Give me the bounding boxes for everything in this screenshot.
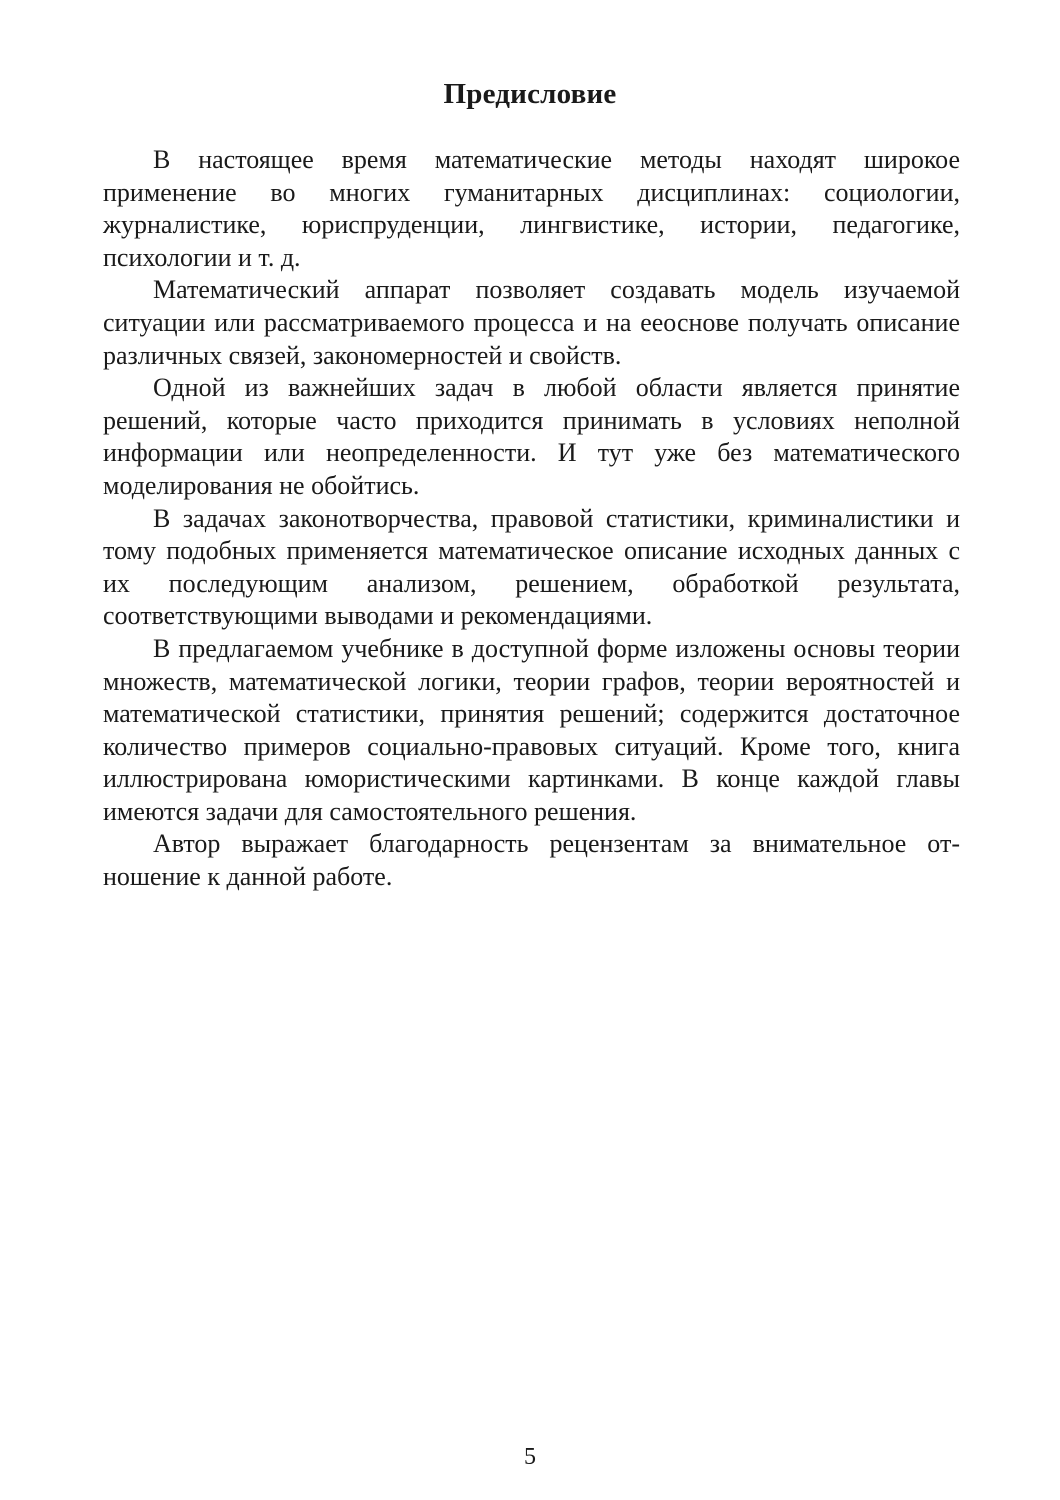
paragraph: Автор выражает благодарность рецензентам за внимательное отношение к данной работе.: [103, 829, 960, 892]
page-title: Предисловие: [443, 78, 617, 110]
page-number: 5: [524, 1444, 536, 1470]
paragraph: В настоящее время математические методы находят широкое применение во многих гуманитарных дисциплинах: социологии, журналистике, юриспруденции, лингвистике, истории, педагогике, психологии и т. д.: [103, 145, 960, 272]
paragraph: В предлагаемом учебнике в доступной форме изложены основы теории множеств, математической логики, теории графов, теории вероятностей и математической статистики, принятия решений; содержится достаточное количество примеров социально-правовых ситуаций. Кроме того, книга иллюстрирована юмористическими картинками. В конце каждой главы имеются задачи для самостоятельного решения.: [103, 633, 960, 826]
paragraph: Одной из важнейших задач в любой области является принятие решений, которые часто приходится принимать в условиях неполной информации или неопределенности. И тут уже без математического моделирования не обойтись.: [103, 373, 960, 500]
paragraph: Математический аппарат позволяет создавать модель изучаемой ситуации или рассматриваемого процесса и на еeоснове получать описание различных связей, закономерностей и свойств.: [103, 275, 960, 370]
preface-body: [103, 144, 960, 894]
paragraph: В задачах законотворчества, правовой статистики, криминалистики и тому подобных применяется математическое описание исходных данных с их последующим анализом, решением, обработкой результата, соответствующими выводами и рекомендациями.: [103, 503, 960, 631]
